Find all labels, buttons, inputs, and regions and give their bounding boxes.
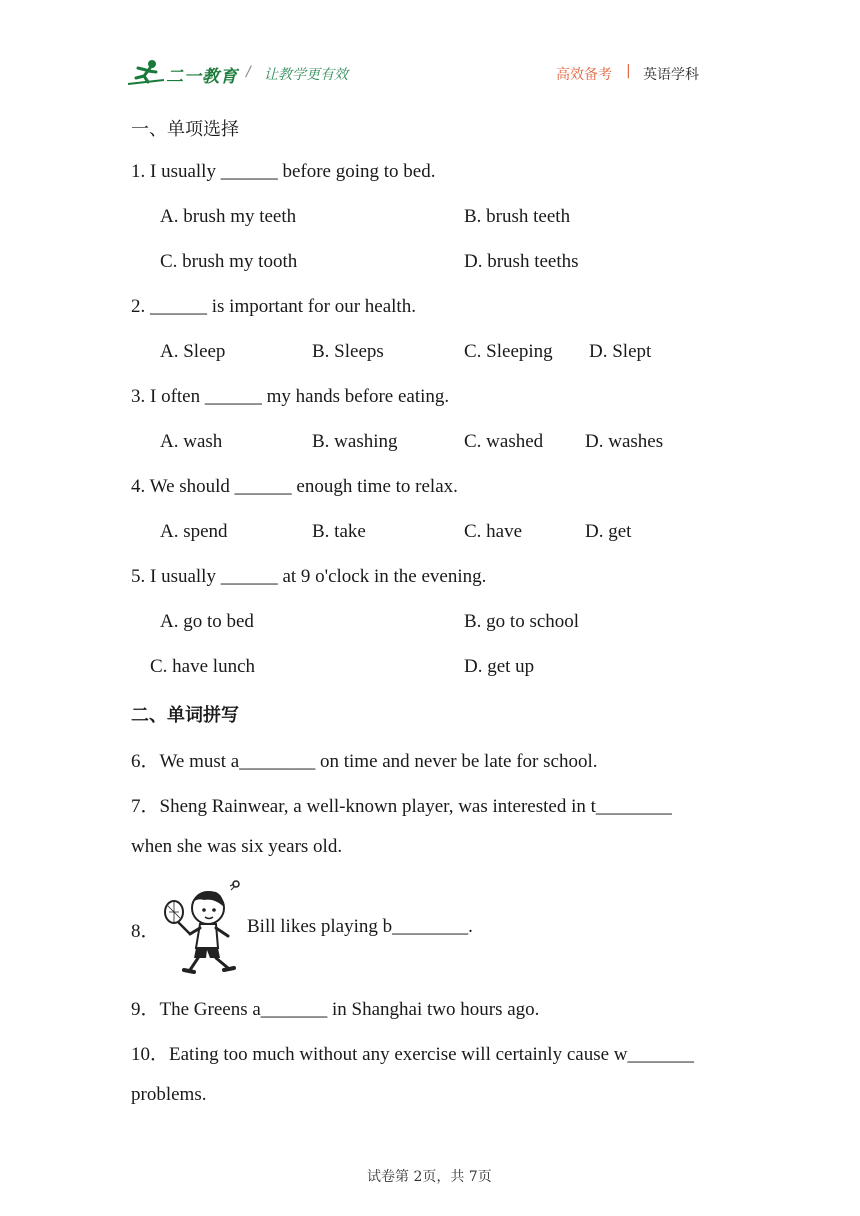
badminton-player-icon	[160, 878, 244, 978]
header-subject: 英语学科	[643, 67, 699, 83]
option: D. washes	[585, 431, 664, 452]
option: B. washing	[312, 431, 398, 452]
option: B. Sleeps	[312, 341, 384, 362]
header-exam-label: 高效备考	[556, 67, 612, 83]
question-stem: 3. I often ______ my hands before eating.	[131, 386, 450, 407]
logo-runner-icon	[126, 58, 166, 88]
question-6: 6．We must a________ on time and never be late for school.	[131, 751, 598, 772]
page-footer: 试卷第 2页，共 7页	[367, 1169, 492, 1185]
option: A. spend	[160, 521, 228, 542]
option: D. Slept	[589, 341, 652, 362]
section-title: 一、单项选择	[131, 119, 239, 140]
option: D. get	[585, 521, 632, 542]
header-slash: /	[246, 64, 251, 80]
option: A. wash	[160, 431, 223, 452]
option: B. go to school	[464, 611, 580, 632]
question-8-number: 8．	[131, 921, 160, 942]
option: D. brush teeths	[464, 251, 579, 272]
header-slogan: 让教学更有效	[264, 67, 348, 83]
logo-text: 二一教育	[166, 67, 238, 87]
question-8-text: Bill likes playing b________.	[247, 916, 473, 937]
option: C. Sleeping	[464, 341, 553, 362]
question-stem: 1. I usually ______ before going to bed.	[131, 161, 436, 182]
question-10-line2: problems.	[131, 1084, 207, 1105]
question-9: 9．The Greens a_______ in Shanghai two hours ago.	[131, 999, 540, 1020]
question-stem: 2. ______ is important for our health.	[131, 296, 416, 317]
option: C. brush my tooth	[160, 251, 298, 272]
header-separator: |	[626, 63, 631, 79]
option: B. take	[312, 521, 366, 542]
question-stem: 5. I usually ______ at 9 o'clock in the evening.	[131, 566, 487, 587]
option: A. go to bed	[160, 611, 254, 632]
question-7-line1: 7．Sheng Rainwear, a well-known player, was interested in t________	[131, 796, 672, 817]
section-title: 二、单词拼写	[131, 705, 239, 726]
option: C. have lunch	[150, 656, 256, 677]
question-stem: 4. We should ______ enough time to relax.	[131, 476, 458, 497]
option: C. have	[464, 521, 523, 542]
option: A. Sleep	[160, 341, 226, 362]
option: A. brush my teeth	[160, 206, 297, 227]
question-10-line1: 10．Eating too much without any exercise will certainly cause w_______	[131, 1044, 694, 1065]
question-7-line2: when she was six years old.	[131, 836, 343, 857]
option: B. brush teeth	[464, 206, 571, 227]
option: C. washed	[464, 431, 544, 452]
option: D. get up	[464, 656, 535, 677]
